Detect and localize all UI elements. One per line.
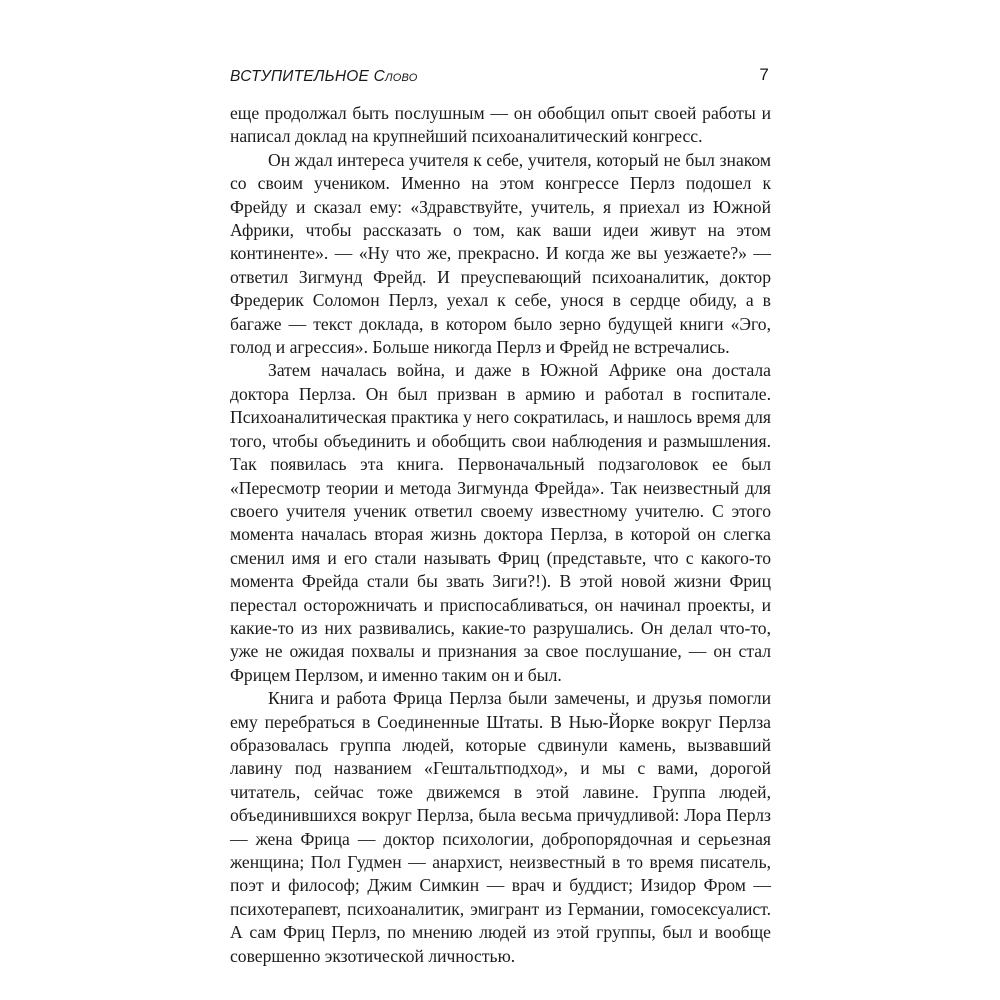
- paragraph-continued: еще продолжал быть послушным — он обобщил опыт своей работы и написал доклад на крупнейший психоаналитический конгресс.: [230, 103, 771, 147]
- page-number: 7: [759, 65, 769, 84]
- running-title-main: ВСТУПИТЕЛЬНОЕ: [230, 68, 370, 85]
- body-text: [230, 102, 771, 968]
- paragraph: Затем началась война, и даже в Южной Африке она достала доктора Перлза. Он был призван в армию и работал в госпитале. Психоаналитическая практика у него сократилась, и нашлось время для того, чтобы объединить и обобщить свои наблюдения и размышления. Так появилась эта книга. Первоначальный подзаголовок ее был «Пересмотр теории и метода Зигмунда Фрейда». Так неизвестный для своего учителя ученик ответил своему известному учителю. С этого момента началась вторая жизнь доктора Перлза, в которой он слегка сменил имя и его стали называть Фриц (представьте, что с какого-то момента Фрейда стали бы звать Зиги?!). В этой новой жизни Фриц перестал осторожничать и приспосабливаться, он начинал проекты, и какие-то из них развивались, какие-то разрушались. Он делал что-то, уже не ожидая похвалы и признания за свое послушание, — он стал Фрицем Перлзом, и именно таким он и был.: [230, 360, 771, 685]
- book-page: [230, 62, 771, 966]
- running-header: [230, 62, 771, 92]
- running-title: [230, 68, 418, 86]
- running-title-small-caps: Слово: [373, 68, 418, 85]
- paragraph: Он ждал интереса учителя к себе, учителя, который не был знаком со своим учеником. Именно на этом конгрессе Перлз подошел к Фрейду и сказал ему: «Здравствуйте, учитель, я приехал из Южной Африки, чтобы рассказать о том, как ваши идеи живут на этом континенте». — «Ну что же, прекрасно. И когда же вы уезжаете?» — ответил Зигмунд Фрейд. И преуспевающий психоаналитик, доктор Фредерик Соломон Перлз, уехал к себе, унося в сердце обиду, а в багаже — текст доклада, в котором было зерно будущей книги «Эго, голод и агрессия». Больше никогда Перлз и Фрейд не встречались.: [230, 149, 771, 358]
- paragraph: Книга и работа Фрица Перлза были замечены, и друзья помогли ему перебраться в Соединенные Штаты. В Нью-Йорке вокруг Перлза образовалась группа людей, которые сдвинули камень, вызвавший лавину под названием «Гештальтподход», и мы с вами, дорогой читатель, сейчас тоже движемся в этой лавине. Группа людей, объединившихся вокруг Перлза, была весьма причудливой: Лора Перлз — жена Фрица — доктор психологии, добропорядочная и серьезная женщина; Пол Гудмен — анархист, неизвестный в то время писатель, поэт и философ; Джим Симкин — врач и буддист; Изидор Фром — психотерапевт, психоаналитик, эмигрант из Германии, гомосексуалист. А сам Фриц Перлз, по мнению людей из этой группы, был и вообще совершенно экзотической личностью.: [230, 688, 771, 966]
